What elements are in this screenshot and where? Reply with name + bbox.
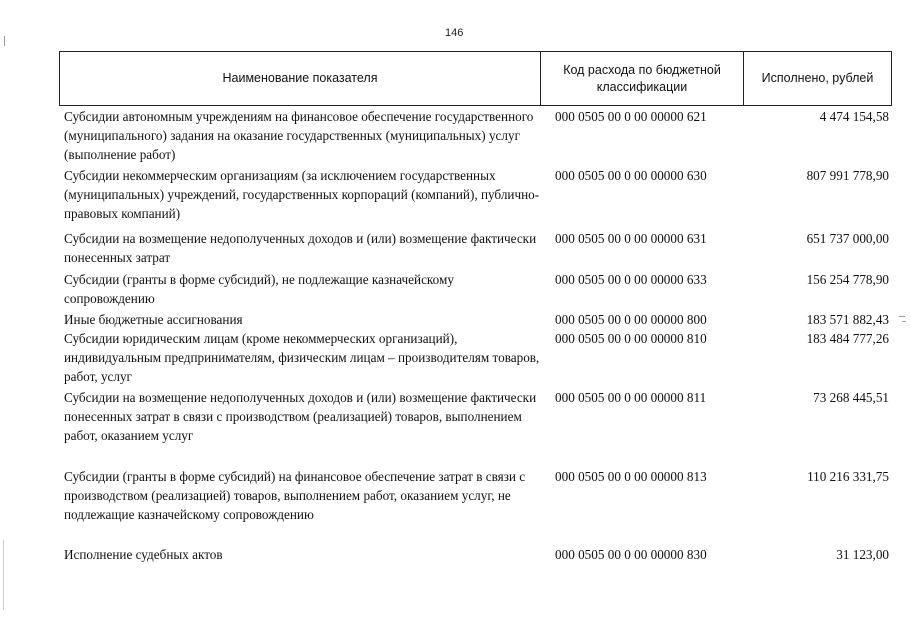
row-name: Субсидии на возмещение недополученных доходов и (или) возмещение фактически понесенных затрат — [64, 231, 537, 265]
row-name: Субсидии на возмещение недополученных доходов и (или) возмещение фактически понесенных затрат в связи с производством (реализацией) товаров, выполнением работ, оказанием услуг — [64, 390, 537, 443]
row-code: 000 0505 00 0 00 00000 800 — [555, 312, 707, 327]
row-name: Субсидии некоммерческим организациям (за исключением государственных (муниципальных) учреждений, государственных корпораций (компаний), публично-правовых компаний) — [64, 168, 540, 221]
page-number: 146 — [445, 27, 464, 39]
row-amount: 156 254 778,90 — [806, 272, 889, 287]
row-amount: 183 484 777,26 — [806, 331, 889, 346]
row-name: Субсидии юридическим лицам (кроме некоммерческих организаций), индивидуальным предпринимателям, физическим лицам – производителям товаров, работ, услуг — [64, 331, 540, 384]
row-amount: 651 737 000,00 — [806, 231, 889, 246]
scan-speck — [902, 321, 906, 322]
row-amount: 73 268 445,51 — [813, 390, 889, 405]
row-code: 000 0505 00 0 00 00000 631 — [555, 231, 707, 246]
header-name: Наименование показателя — [60, 52, 541, 105]
row-amount: 31 123,00 — [836, 547, 889, 562]
header-code: Код расхода по бюджетной классификации — [541, 52, 744, 105]
row-code: 000 0505 00 0 00 00000 621 — [555, 109, 707, 124]
scan-speck — [3, 540, 4, 610]
scan-speck — [899, 316, 905, 317]
row-amount: 110 216 331,75 — [807, 469, 889, 484]
row-code: 000 0505 00 0 00 00000 811 — [555, 390, 707, 405]
scan-speck — [4, 36, 5, 46]
row-name: Субсидии (гранты в форме субсидий) на финансовое обеспечение затрат в связи с производством (реализацией) товаров, выполнением работ, оказанием услуг, не подлежащие казначейскому сопровождению — [64, 469, 526, 522]
header-amount: Исполнено, рублей — [761, 71, 874, 85]
row-name: Исполнение судебных актов — [64, 547, 223, 562]
row-amount: 4 474 154,58 — [819, 109, 889, 124]
row-amount: 807 991 778,90 — [806, 168, 889, 183]
row-name: Субсидии (гранты в форме субсидий), не подлежащие казначейскому сопровождению — [64, 272, 454, 306]
row-code: 000 0505 00 0 00 00000 810 — [555, 331, 707, 346]
table-header — [59, 51, 892, 106]
row-name: Иные бюджетные ассигнования — [64, 312, 243, 327]
row-amount: 183 571 882,43 — [806, 312, 889, 327]
row-code: 000 0505 00 0 00 00000 630 — [555, 168, 707, 183]
row-code: 000 0505 00 0 00 00000 830 — [555, 547, 707, 562]
row-code: 000 0505 00 0 00 00000 633 — [555, 272, 707, 287]
row-name: Субсидии автономным учреждениям на финансовое обеспечение государственного (муниципального) задания на оказание государственных (муниципальных) услуг (выполнение работ) — [64, 109, 534, 162]
row-code: 000 0505 00 0 00 00000 813 — [555, 469, 707, 484]
